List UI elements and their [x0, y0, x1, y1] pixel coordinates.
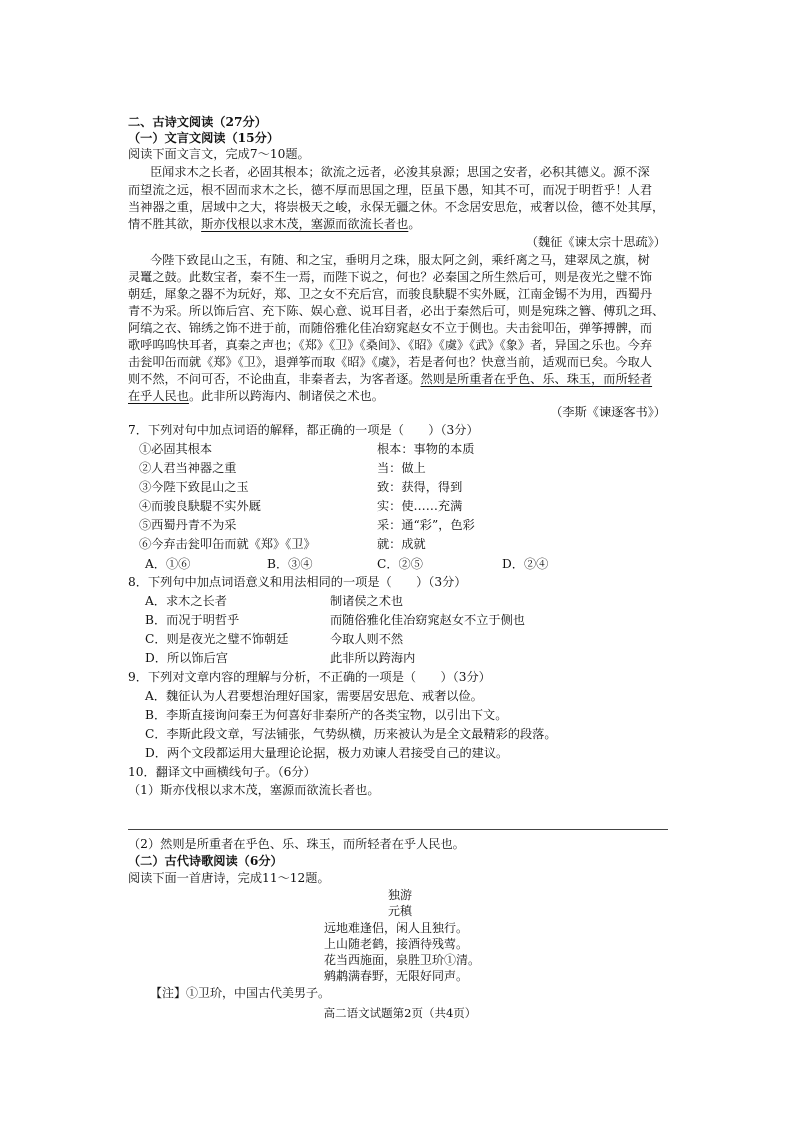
q8-option[interactable]: A．求木之长者 — [145, 594, 227, 608]
poem-line: 上山随老鹤，接酒待残莺。 — [324, 937, 469, 951]
q7-sentence: ③今陛下致昆山之玉 — [139, 480, 249, 494]
q8-option[interactable]: B．而况于明哲乎 — [145, 613, 240, 627]
q9-stem: 9．下列对文章内容的理解与分析，不正确的一项是（ ）（3分） — [128, 670, 491, 684]
q8-stem: 8．下列句中加点词语意义和用法相同的一项是（ ）（3分） — [128, 575, 467, 589]
q10-sentence-1: （1）斯亦伐根以求木茂，塞源而欲流长者也。 — [128, 783, 380, 797]
passage1-line-last — [128, 216, 421, 233]
q7-gloss: 当：做上 — [377, 461, 426, 475]
q7-stem: 7．下列对句中加点词语的解释，都正确的一项是（ ）（3分） — [128, 423, 479, 437]
q7-choice-c[interactable]: C．②⑤ — [377, 557, 423, 571]
passage2-line: 阿缟之衣、锦绣之饰不进于前，而随俗雅化佳冶窈窕赵女不立于侧也。夫击瓮叩缶，弹筝搏髀，而 — [128, 321, 653, 335]
q8-option-pair: 而随俗雅化佳冶窈窕赵女不立于侧也 — [330, 613, 525, 627]
passage2-line: 灵鼍之鼓。此数宝者，秦不生一焉，而陛下说之，何也？必秦国之所生然后可，则是夜光之璧不饰 — [128, 270, 653, 284]
q10-stem: 10．翻译文中画横线句子。（6分） — [128, 765, 316, 779]
subsection-heading: （一）文言文阅读（15分） — [128, 131, 280, 145]
q7-gloss: 就：成就 — [377, 537, 426, 551]
underlined-sentence-2a: 然则是所重者在乎色、乐、珠玉，而所轻者 — [420, 372, 653, 386]
poetry-heading: （二）古代诗歌阅读（6分） — [128, 854, 283, 868]
q7-sentence: ⑤西蜀丹青不为采 — [139, 518, 237, 532]
poetry-instruction: 阅读下面一首唐诗，完成11～12题。 — [128, 871, 330, 885]
underlined-sentence-2b: 在乎人民也 — [128, 389, 189, 403]
poem-line: 花当西施面，泉胜卫玠①清。 — [324, 953, 481, 967]
q7-choice-a[interactable]: A．①⑥ — [145, 557, 191, 571]
poem-title: 独游 — [387, 888, 412, 902]
q9-option[interactable]: C．李斯此段文章，写法铺张，气势纵横，历来被认为是全文最精彩的段落。 — [145, 727, 557, 741]
q9-option[interactable]: D．两个文段都运用大量理论论据，极力劝谏人君接受自己的建议。 — [145, 746, 509, 760]
passage2-line-last — [128, 388, 384, 405]
q7-sentence: ①必固其根本 — [139, 442, 213, 456]
q9-option[interactable]: A．魏征认为人君要想治理好国家，需要居安思危、戒奢以俭。 — [145, 689, 483, 703]
poem-line: 远地难逢侣，闲人且独行。 — [324, 921, 469, 935]
passage1-text: 情不胜其欲， — [128, 217, 202, 231]
q7-sentence: ④而骏良駃騠不实外厩 — [139, 499, 261, 513]
q8-option-pair: 今取人则不然 — [330, 632, 404, 646]
passage2-line: 今陛下致昆山之玉，有随、和之宝，垂明月之珠，服太阿之剑，乘纤离之马，建翠凤之旗，树 — [150, 253, 650, 267]
q7-gloss: 根本：事物的本质 — [377, 442, 475, 456]
instruction: 阅读下面文言文，完成7～10题。 — [128, 147, 310, 161]
section-heading: 二、古诗文阅读（27分） — [128, 115, 267, 129]
q8-option-pair: 此非所以跨海内 — [330, 651, 416, 665]
passage2-line: 青不为采。所以饰后宫、充下陈、娱心意、说耳目者，必出于秦然后可，则是宛珠之簪、傅玑之珥、 — [128, 304, 665, 318]
passage1-line: 当神器之重，居域中之大，将崇极天之峻，永保无疆之休。不念居安思危，戒奢以俭，德不处其厚， — [128, 200, 665, 214]
passage2-tail: 。此非所以跨海内、制诸侯之术也。 — [188, 389, 384, 403]
q7-choice-d[interactable]: D．②④ — [502, 557, 549, 571]
passage2-source: （李斯《谏逐客书》） — [550, 405, 666, 419]
poem-author: 元稹 — [387, 904, 412, 918]
passage1-line: 而望流之远，根不固而求木之长，德不厚而思国之理，臣虽下愚，知其不可，而况于明哲乎！人君 — [128, 183, 653, 197]
poem-note: 【注】①卫玠，中国古代美男子。 — [150, 986, 331, 1000]
underlined-sentence-1: 斯亦伐根以求木茂，塞源而欲流长者也 — [201, 217, 409, 231]
passage2-line: 击瓮叩缶而就《郑》《卫》，退弹筝而取《昭》《虞》，若是者何也？快意当前，适观而已矣。今取人 — [128, 355, 653, 369]
q7-gloss: 致：获得，得到 — [377, 480, 463, 494]
passage2-line: 朝廷，犀象之器不为玩好，郑、卫之女不充后宫，而骏良駃騠不实外厩，江南金锡不为用，西蜀丹 — [128, 287, 653, 301]
q7-choice-b[interactable]: B．③④ — [267, 557, 313, 571]
q9-option[interactable]: B．李斯直接询问秦王为何喜好非秦所产的各类宝物，以引出下文。 — [145, 708, 508, 722]
page-footer: 高二语文试题第2页（共4页） — [323, 1006, 477, 1020]
poem-line: 鹓鹔满春野，无限好同声。 — [324, 969, 469, 983]
passage1-source: （魏征《谏太宗十思疏》） — [525, 235, 666, 249]
passage1-line: 臣闻求木之长者，必固其根本；欲流之远者，必浚其泉源；思国之安者，必积其德义。源不深 — [150, 165, 650, 179]
q8-option[interactable]: C．则是夜光之璧不饰朝廷 — [145, 632, 289, 646]
passage2-text: 则不然，不问可否，不论曲直，非秦者去，为客者逐。 — [128, 372, 421, 386]
q7-sentence: ⑥今弃击瓮叩缶而就《郑》《卫》 — [139, 537, 316, 551]
q7-sentence: ②人君当神器之重 — [139, 461, 237, 475]
passage2-line: 歌呼呜呜快耳者，真秦之声也；《郑》《卫》《桑间》、《昭》《虞》《武》《象》者，异国之乐也。今弃 — [128, 338, 653, 352]
q10-sentence-2: （2）然则是所重者在乎色、乐、珠玉，而所轻者在乎人民也。 — [128, 837, 465, 851]
q8-option-pair: 制诸侯之术也 — [330, 594, 404, 608]
q8-option[interactable]: D．所以饰后宫 — [145, 651, 228, 665]
passage2-line-with-underline — [128, 371, 652, 388]
punctuation: 。 — [408, 217, 421, 231]
q7-gloss: 实：使……充满 — [377, 499, 463, 513]
q7-gloss: 采：通“彩”，色彩 — [377, 518, 475, 532]
answer-line[interactable] — [128, 829, 668, 830]
